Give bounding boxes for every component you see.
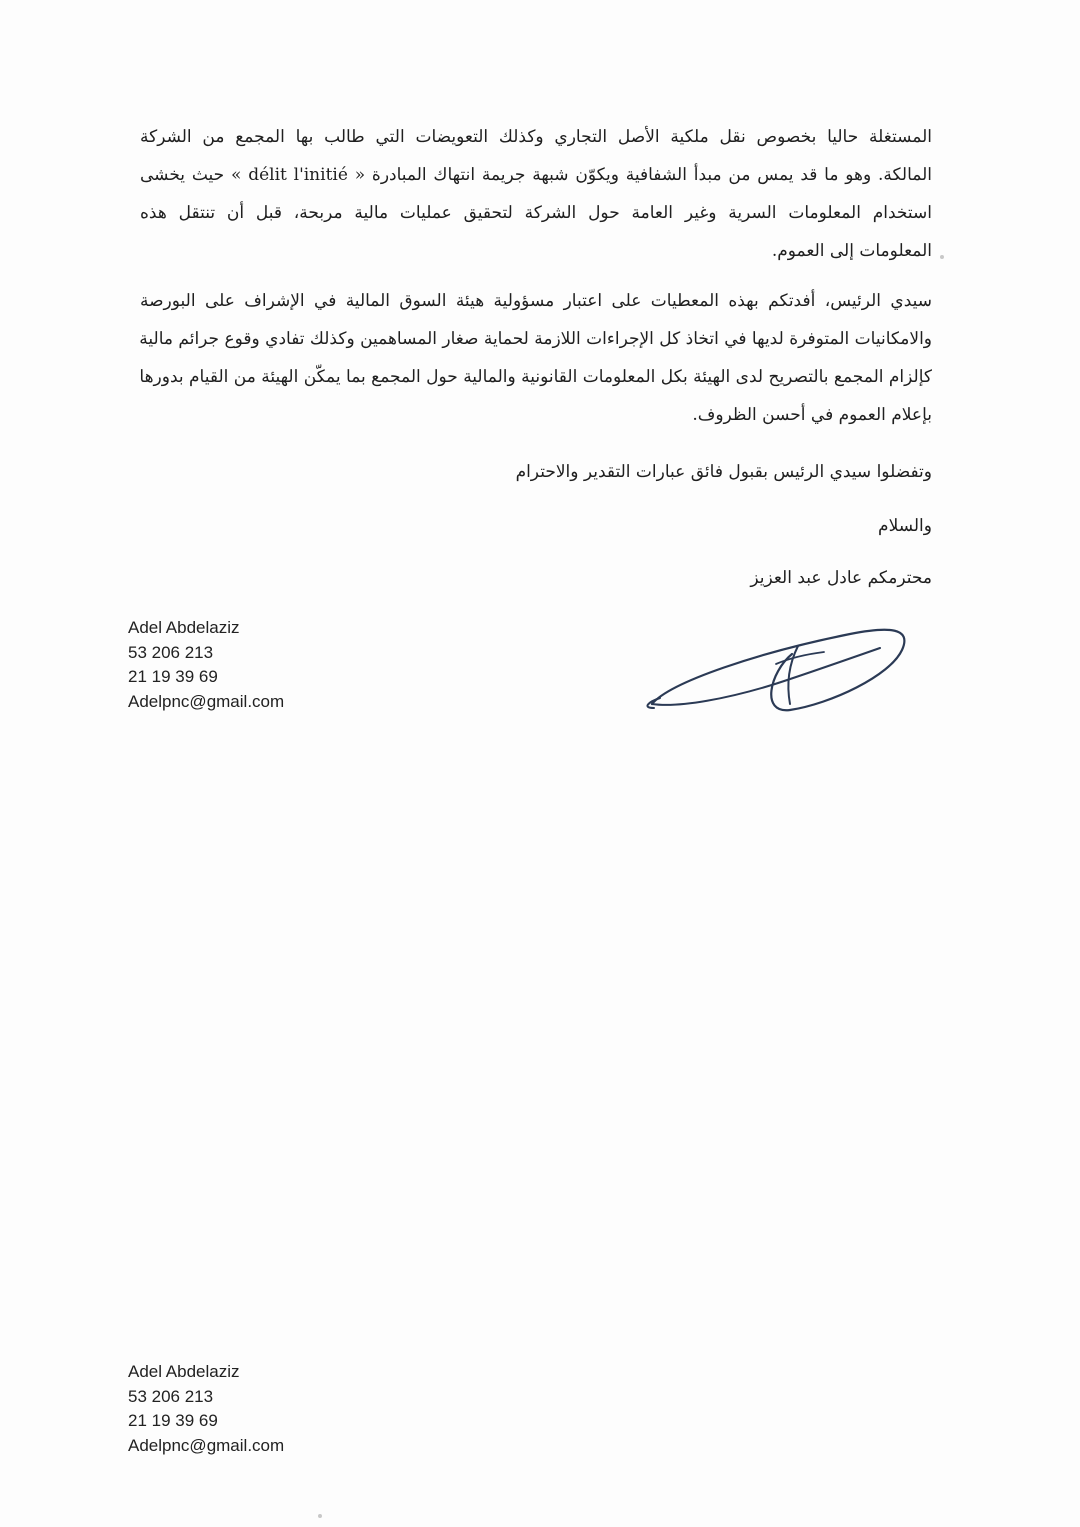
paragraph-2-line-1: سيدي الرئيس، أفدتكم بهذه المعطيات على اعتبار مسؤولية هيئة السوق المالية في الإشراف على البورصة: [140, 291, 932, 311]
scan-speck: [318, 1514, 322, 1518]
paragraph-1: [140, 118, 932, 270]
paragraph-2-line-3: كإلزام المجمع بالتصريح لدى الهيئة بكل المعلومات القانونية والمالية حول المجمع بما يمكّن الهيئة من القيام بدورها: [139, 367, 932, 387]
scan-speck: [940, 255, 944, 259]
contact-phone-1: 53 206 213: [128, 642, 214, 662]
contact-email: Adelpnc@gmail.com: [128, 691, 285, 711]
contact-name: Adel Abdelaziz: [128, 618, 240, 637]
paragraph-1-line-1: المستغلة حاليا بخصوص نقل ملكية الأصل التجاري وكذلك التعويضات التي طالب بها المجمع من الشركة: [140, 127, 932, 147]
contact-phone-1: 53 206 213: [128, 1386, 214, 1406]
paragraph-2: [140, 282, 932, 434]
handwritten-signature: [640, 612, 930, 722]
paragraph-1-line-4: المعلومات إلى العموم.: [771, 241, 932, 261]
contact-name: Adel Abdelaziz: [128, 1362, 240, 1381]
contact-email: Adelpnc@gmail.com: [128, 1435, 285, 1455]
contact-phone-2: 21 19 39 69: [128, 667, 218, 686]
paragraph-2-line-2: والامكانيات المتوفرة لديها في اتخاذ كل الإجراءات اللازمة لحماية صغار المساهمين وكذلك تفادي وقوع جرائم مالية: [139, 329, 932, 349]
salutation: والسلام: [878, 516, 932, 536]
contact-block-top: [128, 616, 284, 714]
paragraph-1-line-3: استخدام المعلومات السرية وغير العامة حول الشركة لتحقيق عمليات مالية مربحة، قبل أن تنتقل هذه: [140, 203, 932, 223]
contact-block-bottom: [128, 1360, 284, 1458]
letter-body: [140, 118, 932, 446]
closing-formula: وتفضلوا سيدي الرئيس بقبول فائق عبارات التقدير والاحترام: [515, 462, 932, 482]
paragraph-2-line-4: بإعلام العموم في أحسن الظروف.: [692, 405, 932, 425]
contact-phone-2: 21 19 39 69: [128, 1411, 218, 1430]
paragraph-1-line-2: المالكة. وهو ما قد يمس من مبدأ الشفافية ويكوّن شبهة جريمة انتهاك المبادرة « délit l'initié » حيث يخشى: [140, 165, 933, 185]
sender-line: محترمكم عادل عبد العزيز: [750, 568, 932, 588]
